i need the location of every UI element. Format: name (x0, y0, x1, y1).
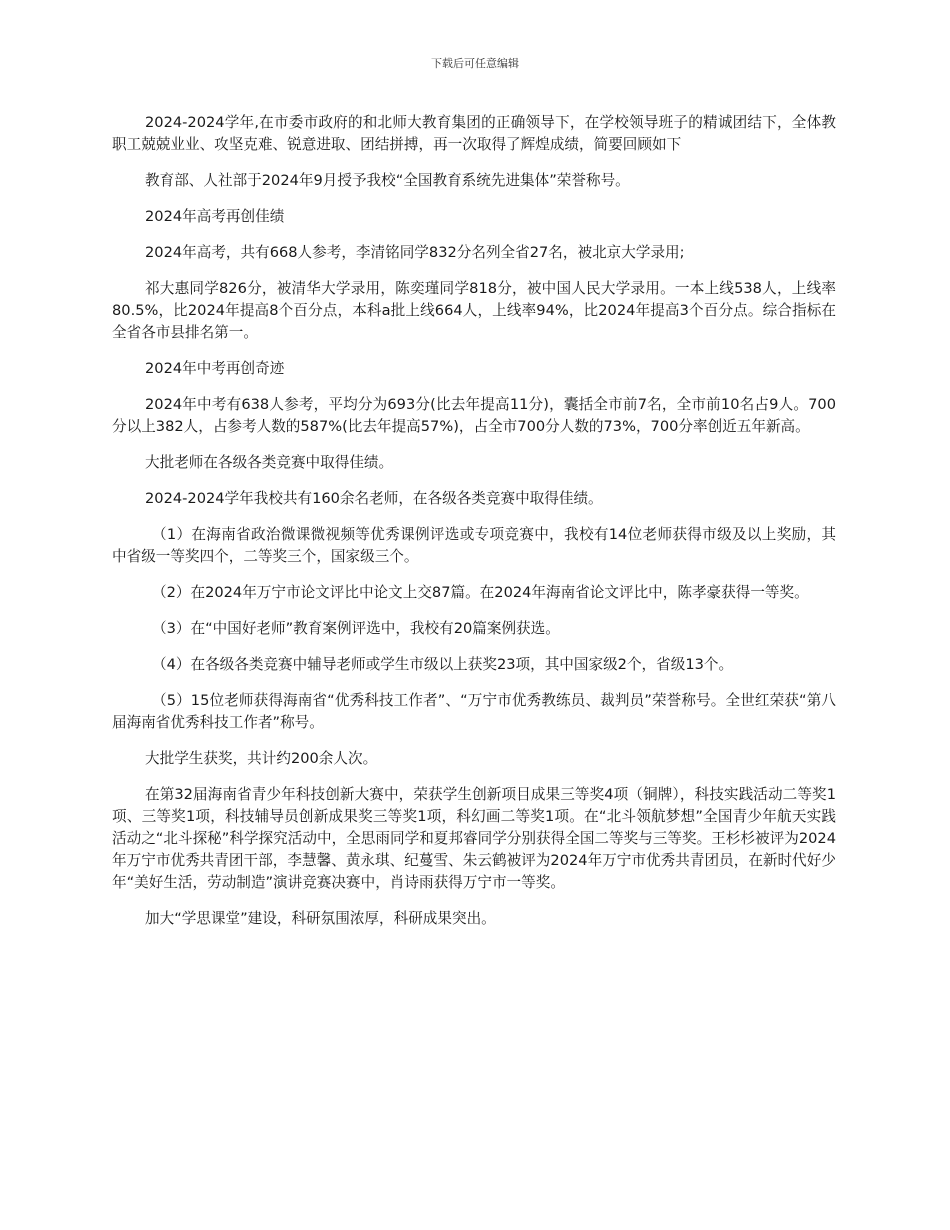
heading-teachers: 大批老师在各级各类竞赛中取得佳绩。 (145, 454, 394, 471)
list-item-3: （3）在“中国好老师”教育案例评选中，我校有20篇案例获选。 (152, 620, 560, 637)
page-header-note: 下载后可任意编辑 (431, 57, 519, 70)
paragraph-students: 在第32届海南省青少年科技创新大赛中，荣获学生创新项目成果三等奖4项（铜牌），科技实践活动二等奖1项、三等奖1项，科技辅导员创新成果奖三等奖1项，科幻画二等奖1项。在“北斗领航梦想”全国青少年航天实践活动之“北斗探秘”科学探究活动中，全思雨同学和夏邦睿同学分别获得全国二等奖与三等奖。王杉杉被评为2024年万宁市优秀共青团干部，李慧馨、黄永琪、纪蔓雪、朱云鹤被评为2024年万宁市优秀共青团员，在新时代好少年“美好生活，劳动制造”演讲竞赛决赛中，肖诗雨获得万宁市一等奖。 (112, 786, 836, 891)
heading-students: 大批学生获奖，共计约200余人次。 (145, 750, 378, 767)
paragraph-gaokao-1: 2024年高考，共有668人参考，李清铭同学832分名列全省27名，被北京大学录用; (145, 244, 685, 261)
paragraph-teachers: 2024-2024学年我校共有160余名老师，在各级各类竞赛中取得佳绩。 (145, 490, 603, 507)
list-item-4: （4）在各级各类竞赛中辅导老师或学生市级以上获奖23项，其中国家级2个，省级13个。 (152, 656, 734, 673)
paragraph-gaokao-2: 祁大惠同学826分，被清华大学录用，陈奕瑾同学818分，被中国人民大学录用。一本上线538人，上线率80.5%，比2024年提高8个百分点，本科a批上线664人，上线率94%，比2024年提高3个百分点。综合指标在全省各市县排名第一。 (112, 280, 836, 341)
document-body (112, 112, 836, 944)
list-item-2: （2）在2024年万宁市论文评比中论文上交87篇。在2024年海南省论文评比中，陈孝豪获得一等奖。 (152, 584, 809, 601)
list-item-5: （5）15位老师获得海南省“优秀科技工作者”、“万宁市优秀教练员、裁判员”荣誉称号。全世红荣获“第八届海南省优秀科技工作者”称号。 (112, 692, 836, 731)
list-item-1: （1）在海南省政治微课微视频等优秀课例评选或专项竞赛中，我校有14位老师获得市级及以上奖励，其中省级一等奖四个，二等奖三个，国家级三个。 (112, 526, 836, 565)
heading-zhongkao: 2024年中考再创奇迹 (145, 360, 285, 377)
paragraph-honor: 教育部、人社部于2024年9月授予我校“全国教育系统先进集体”荣誉称号。 (145, 172, 630, 189)
paragraph-zhongkao: 2024年中考有638人参考，平均分为693分(比去年提高11分)，囊括全市前7名，全市前10名占9人。700分以上382人，占参考人数的587%(比去年提高57%)，占全市700分人数的73%，700分率创近五年新高。 (112, 396, 836, 435)
paragraph-intro: 2024-2024学年,在市委市政府的和北师大教育集团的正确领导下，在学校领导班子的精诚团结下，全体教职工兢兢业业、攻坚克难、锐意进取、团结拼搏，再一次取得了辉煌成绩，简要回顾如下 (112, 114, 836, 153)
heading-research: 加大“学思课堂”建设，科研氛围浓厚，科研成果突出。 (145, 910, 496, 927)
heading-gaokao: 2024年高考再创佳绩 (145, 208, 285, 225)
